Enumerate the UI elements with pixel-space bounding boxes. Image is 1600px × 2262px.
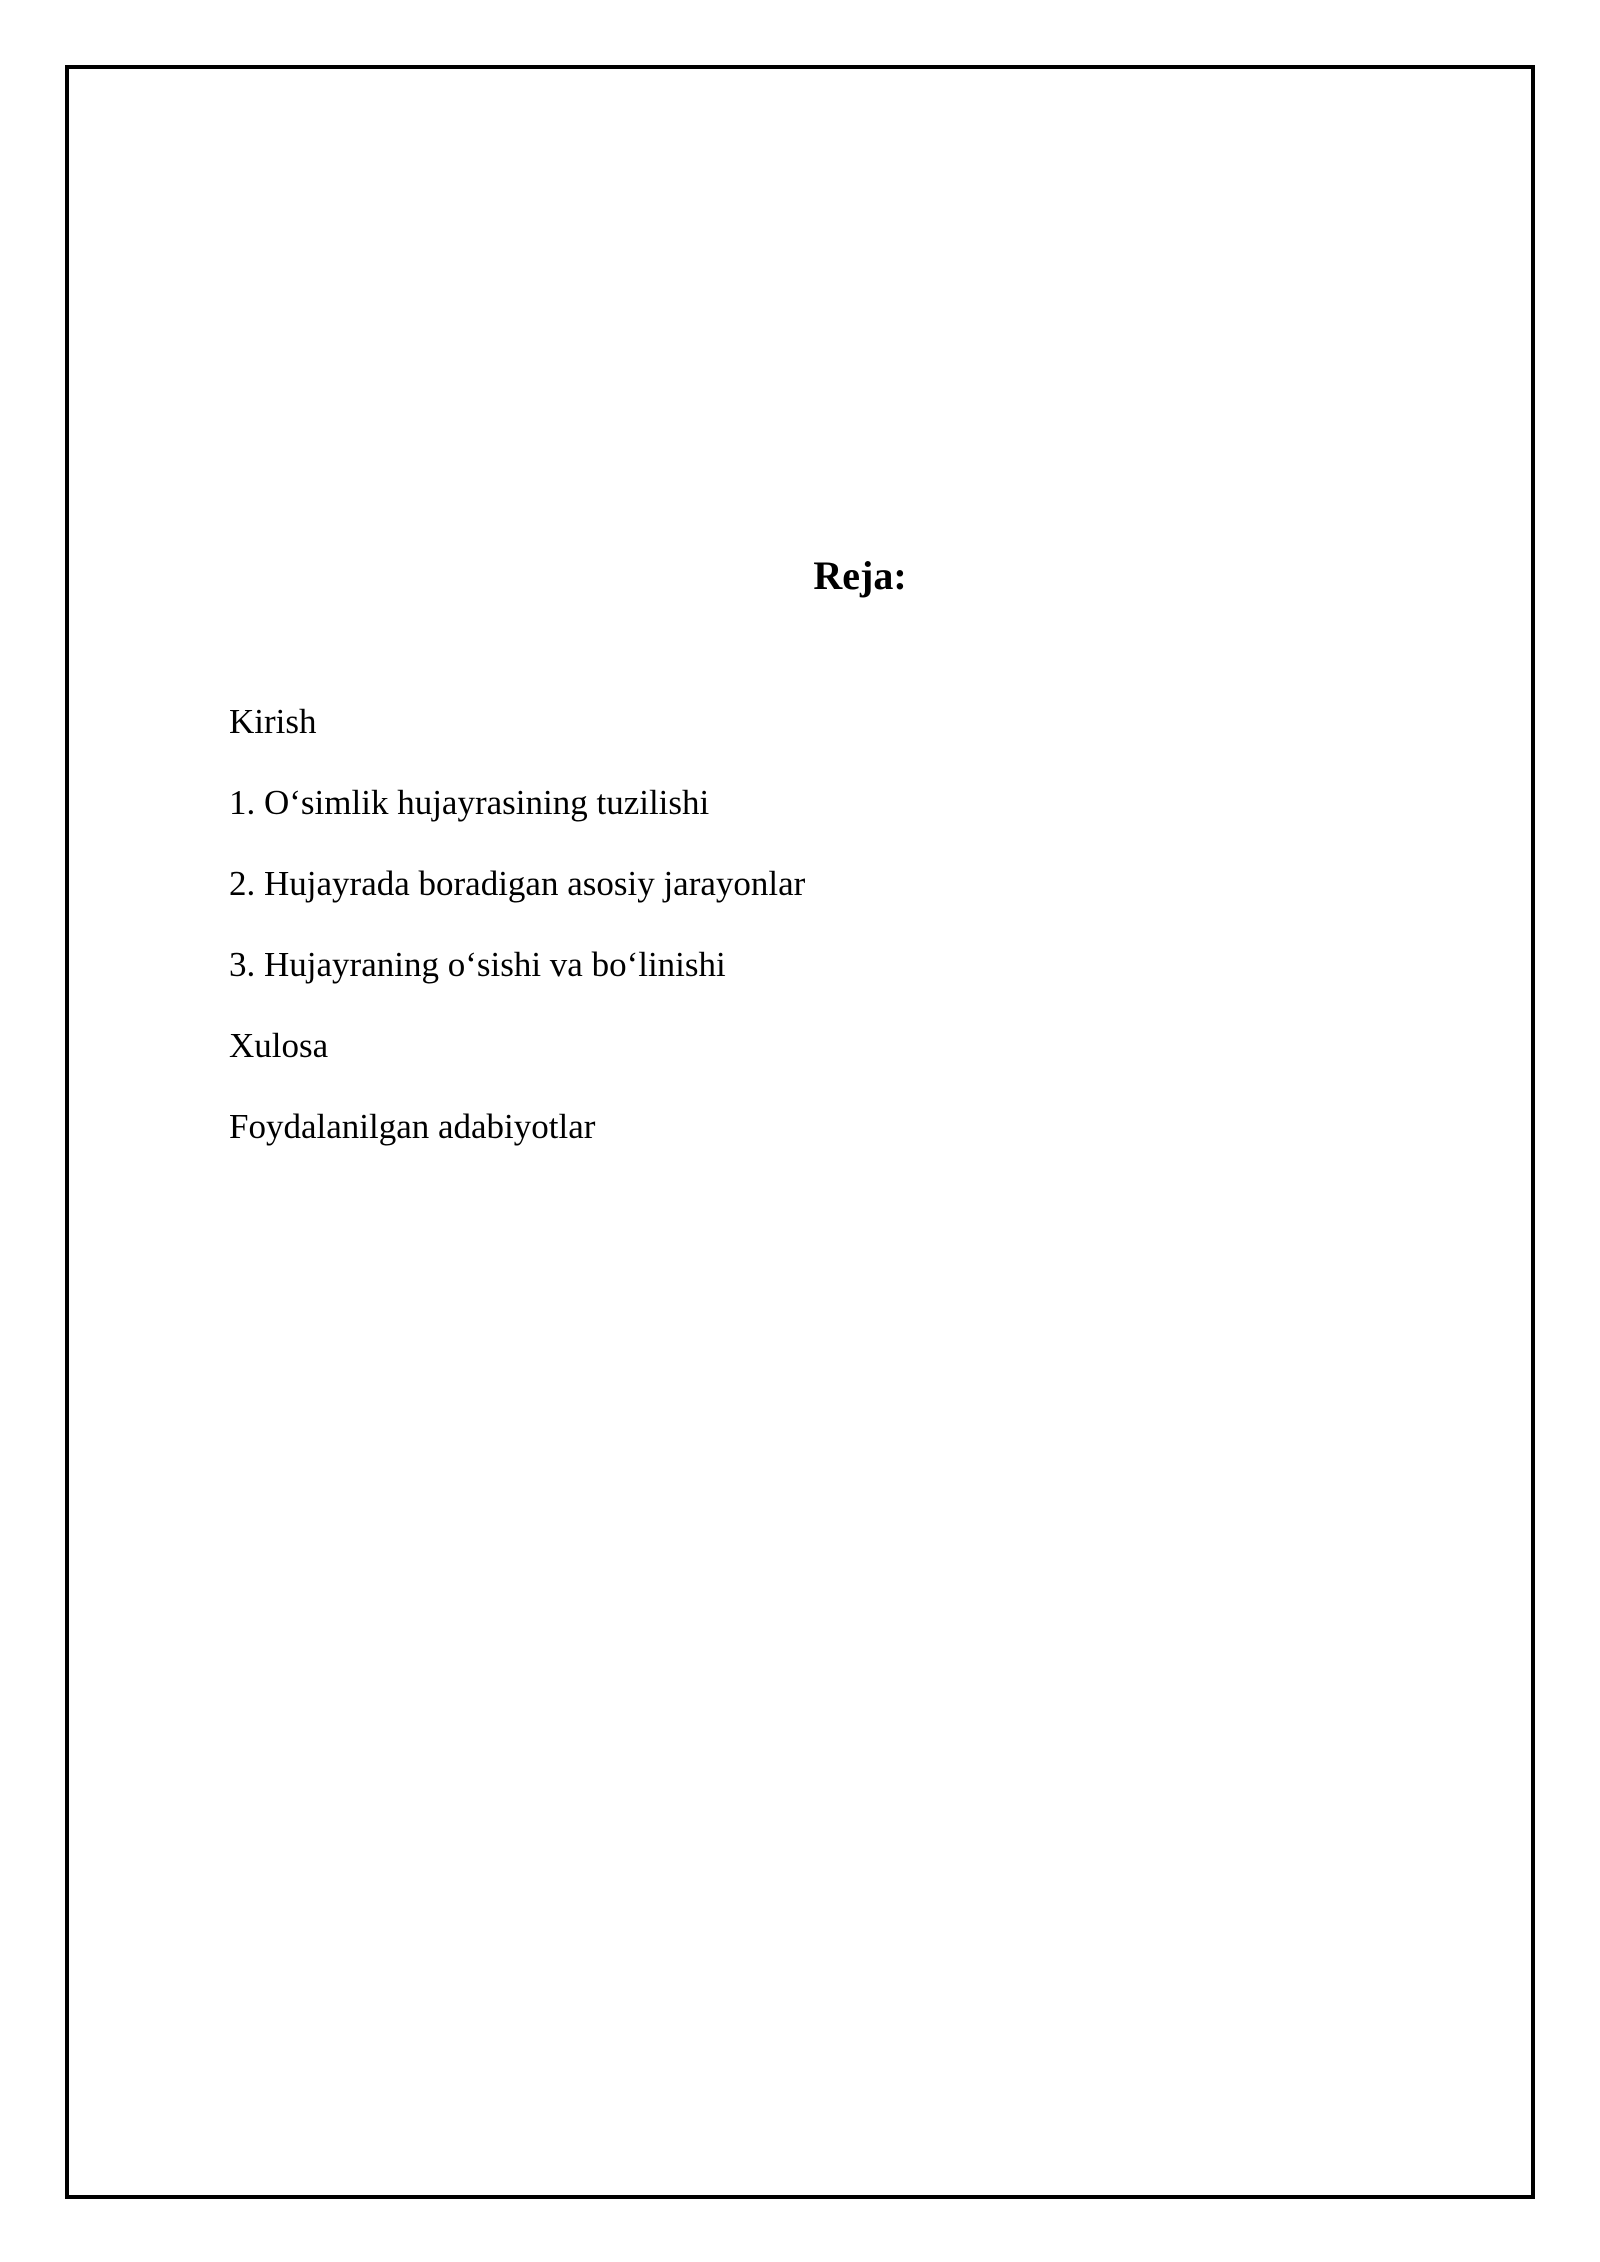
- plan-item-1: 1. O‘simlik hujayrasining tuzilishi: [229, 783, 710, 822]
- page-title: Reja:: [813, 553, 907, 598]
- plan-item-references: Foydalanilgan adabiyotlar: [229, 1107, 596, 1146]
- plan-item-2: 2. Hujayrada boradigan asosiy jarayonlar: [229, 864, 806, 903]
- plan-item-conclusion: Xulosa: [229, 1026, 329, 1065]
- plan-list: [229, 698, 805, 1184]
- plan-item-intro: Kirish: [229, 702, 317, 741]
- plan-item-3: 3. Hujayraning o‘sishi va bo‘linishi: [229, 945, 726, 984]
